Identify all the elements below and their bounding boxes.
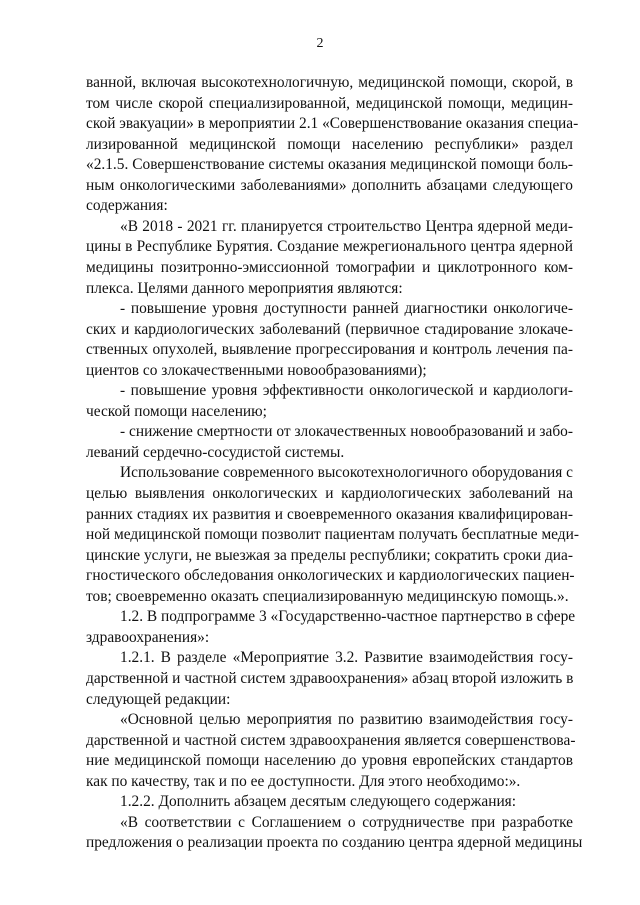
text-line: целью выявления онкологических и кардиологических заболеваний на <box>86 485 573 502</box>
text-line: 1.2. В подпрограмме 3 «Государственно-частное партнерство в сфере <box>120 608 576 626</box>
text-line: дарственной и частной систем здравоохранения является совершенствова- <box>86 731 576 749</box>
text-line: ванной, включая высокотехнологичную, медицинской помощи, скорой, в <box>86 74 573 91</box>
text-line: цинские услуги, не выезжая за пределы республики; сократить сроки диа- <box>86 546 573 564</box>
text-line: дарственной и частной систем здравоохранения» абзац второй изложить в <box>86 669 574 687</box>
text-line: «2.1.5. Совершенствование системы оказания медицинской помощи боль- <box>86 156 573 174</box>
text-line: предложения о реализации проекта по созданию центра ядерной медицины <box>86 834 583 852</box>
text-line: циентов со злокачественными новообразованиями); <box>86 361 427 379</box>
text-line: лизированной медицинской помощи населению республики» раздел <box>86 135 573 153</box>
text-line: 1.2.1. В разделе «Мероприятие 3.2. Развитие взаимодействия госу- <box>120 649 573 667</box>
text-line: ранних стадиях их развития и своевременного оказания квалифицирован- <box>86 505 573 523</box>
text-line: «В 2018 - 2021 гг. планируется строительство Центра ядерной меди- <box>120 217 573 235</box>
text-line: ской эвакуации» в мероприятии 2.1 «Совершенствование оказания специа- <box>86 115 579 133</box>
text-line: здравоохранения»: <box>86 628 210 646</box>
text-line: ние медицинской помощи населению до уровня европейских стандартов <box>86 752 573 770</box>
text-line: 1.2.2. Дополнить абзацем десятым следующего содержания: <box>120 793 517 811</box>
text-line: ских и кардиологических заболеваний (первичное стадирование злокаче- <box>86 320 573 338</box>
text-line: тов; своевременно оказать специализированную медицинскую помощь.». <box>86 587 569 605</box>
text-line: ной медицинской помощи позволит пациентам получать бесплатные меди- <box>86 526 580 544</box>
page-number: 2 <box>316 36 324 51</box>
text-line: ным онкологическими заболеваниями» дополнить абзацами следующего <box>86 176 573 194</box>
text-line: ческой помощи населению; <box>86 402 267 420</box>
text-line: содержания: <box>86 197 168 215</box>
text-line: - повышение уровня доступности ранней диагностики онкологиче- <box>120 300 573 318</box>
text-line: - снижение смертности от злокачественных новообразований и забо- <box>120 423 573 441</box>
text-line: следующей редакции: <box>86 690 231 708</box>
text-line: - повышение уровня эффективности онкологической и кардиологи- <box>120 382 573 400</box>
text-line: гностического обследования онкологических и кардиологических пациен- <box>86 567 575 585</box>
text-line: леваний сердечно-сосудистой системы. <box>86 443 345 461</box>
text-line: Использование современного высокотехнологичного оборудования с <box>120 464 573 482</box>
text-line: медицины позитронно-эмиссионной томографии и циклотронного ком- <box>86 258 573 276</box>
text-line: как по качеству, так и по ее доступности. Для этого необходимо:». <box>86 772 521 790</box>
text-line: том числе скорой специализированной, медицинской помощи, медицин- <box>86 94 573 112</box>
text-line: «Основной целью мероприятия по развитию взаимодействия госу- <box>120 711 573 729</box>
text-line: плекса. Целями данного мероприятия являются: <box>86 279 403 297</box>
text-line: «В соответствии с Соглашением о сотрудничестве при разработке <box>120 813 573 831</box>
text-line: ственных опухолей, выявление прогрессирования и контроль лечения па- <box>86 341 573 359</box>
text-line: цины в Республике Бурятия. Создание межрегионального центра ядерной <box>86 238 573 256</box>
